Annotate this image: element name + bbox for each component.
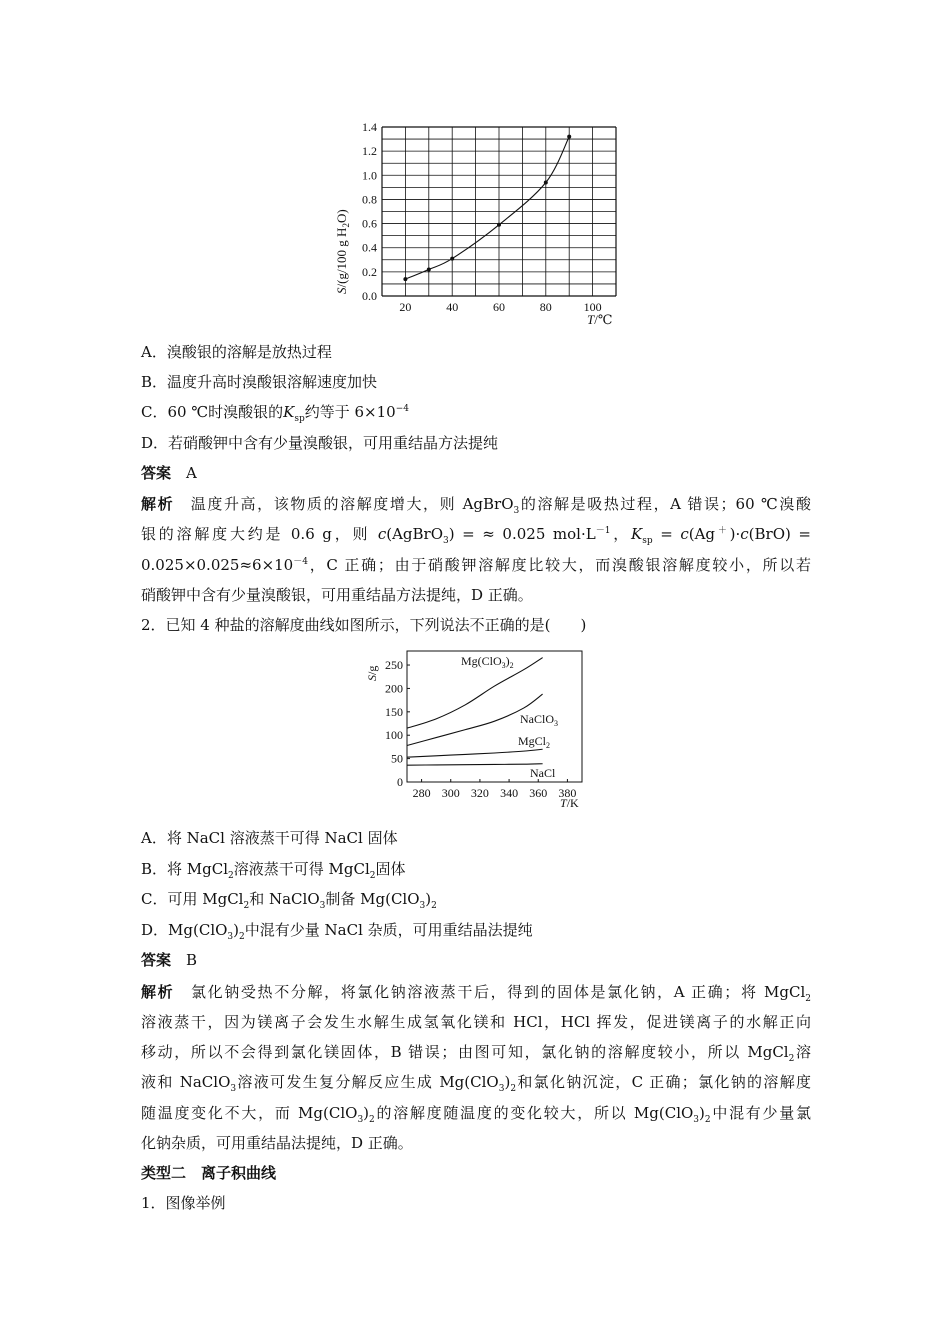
q1-option-c: C．60 ℃时溴酸银的$K_{sp}$约等于 $6\times 10^{-4}$ xyxy=(141,403,409,424)
q2-analysis-line6: 化钠杂质，可用重结晶法提纯，D 正确。 xyxy=(141,1134,413,1152)
q2-analysis-line4: 液和 NaClO$_3$溶液可发生复分解反应生成 $Mg(ClO_3)_2$和氯化钠沉淀，C 正确；氯化钠的溶解度 xyxy=(141,1073,812,1094)
solubility-chart-four-salts xyxy=(360,645,600,815)
chart1-data-point xyxy=(427,267,431,271)
label-mgclo32: $Mg(ClO_3)_2$ xyxy=(461,654,514,670)
chart2-curve-nacl xyxy=(407,764,543,765)
q2-option-a: A．将 NaCl 溶液蒸干可得 NaCl 固体 xyxy=(141,829,398,847)
chart1-ytick: 1.0 xyxy=(362,168,377,183)
q1-answer: 答案 A xyxy=(141,464,197,482)
chart1-ytick: 0.4 xyxy=(362,240,377,255)
chart2-ytick: 250 xyxy=(385,658,403,673)
label-nacl: NaCl xyxy=(530,766,556,780)
q2-option-c: C．可用 MgCl$_2$和 NaClO$_3$制备 $Mg(ClO_3)_2$ xyxy=(141,890,437,911)
q1-option-b: B．温度升高时溴酸银溶解速度加快 xyxy=(141,373,378,391)
chart1-xtick: 100 xyxy=(583,300,602,314)
chart1-xtick: 40 xyxy=(446,300,459,314)
chart1-data-point xyxy=(497,223,501,227)
q2-analysis-line1: 解析 氯化钠受热不分解，将氯化钠溶液蒸干后，得到的固体是氯化钠，A 正确；将 MgCl$_2$ xyxy=(141,983,811,1004)
chart2-ytick: 100 xyxy=(385,728,403,743)
chart1-xtick: 20 xyxy=(399,300,412,314)
q2-stem: 2．已知 4 种盐的溶解度曲线如图所示，下列说法不正确的是( ) xyxy=(141,616,587,634)
chart2-xtick: 280 xyxy=(412,786,431,800)
section-item: 1．图像举例 xyxy=(141,1194,226,1212)
chart1-ytick: 0.0 xyxy=(362,289,377,303)
chart2-xlabel: T/K xyxy=(560,796,579,810)
chart2-ytick: 0 xyxy=(397,775,403,789)
q2-answer: 答案 B xyxy=(141,951,198,969)
chart1-xtick: 60 xyxy=(493,300,505,314)
chart1-ytick: 0.2 xyxy=(362,264,377,279)
chart1-ylabel: S/(g/100 g $H_2O$) xyxy=(334,209,351,294)
chart1-grid xyxy=(382,127,616,296)
chart2-xtick: 340 xyxy=(500,786,519,800)
chart1-data-point xyxy=(544,181,548,185)
q1-analysis-line4: 硝酸钾中含有少量溴酸银，可用重结晶方法提纯，D 正确。 xyxy=(141,586,533,604)
chart1-data-point xyxy=(403,277,407,281)
chart1-ytick: 1.2 xyxy=(362,144,377,159)
chart1-data-point xyxy=(567,135,571,139)
q2-option-b: B．将 MgCl$_2$溶液蒸干可得 MgCl$_2$固体 xyxy=(141,860,406,881)
q1-analysis-line2: 银的溶解度大约是 0.6 g，则 c(AgBrO$_3$) = ≈ 0.025 $mol\cdot L^{-1}$，$K_{sp} = c(Ag^+)\cdot c(BrO)$ = xyxy=(141,525,811,546)
chart2-ytick: 50 xyxy=(391,751,403,766)
chart2-xtick: 300 xyxy=(441,786,460,800)
chart2-ytick: 200 xyxy=(385,681,403,696)
chart1-ticks xyxy=(362,120,602,314)
chart1-curve xyxy=(405,137,569,279)
chart2-xtick: 320 xyxy=(470,786,489,800)
q1-analysis-line3: $0.025\times 0.025\approx 6\times 10^{-4}$，C 正确；由于硝酸钾溶解度比较大，而溴酸银溶解度较小，所以若 xyxy=(141,556,811,574)
solubility-chart-agbro3 xyxy=(325,118,635,333)
q1-analysis-line1: 解析 温度升高，该物质的溶解度增大，则 AgBrO$_3$的溶解是吸热过程，A 错误；60 ℃溴酸 xyxy=(141,495,811,516)
q2-option-d: D．$Mg(ClO_3)_2$中混有少量 NaCl 杂质，可用重结晶法提纯 xyxy=(141,921,533,942)
chart1-ytick: 0.8 xyxy=(362,192,377,207)
q2-analysis-line3: 移动，所以不会得到氯化镁固体，B 错误；由图可知，氯化钠的溶解度较小，所以 MgCl$_2$溶 xyxy=(141,1043,811,1064)
chart2-ylabel: S/g xyxy=(365,665,379,681)
chart1-xtick: 80 xyxy=(539,300,552,314)
label-mgcl2: MgCl$_2$ xyxy=(518,734,551,750)
chart1-ytick: 0.6 xyxy=(362,216,377,231)
q1-option-a: A．溴酸银的溶解是放热过程 xyxy=(141,343,332,361)
chart2-ytick: 150 xyxy=(385,704,403,719)
chart2-xtick: 360 xyxy=(529,786,548,800)
chart2-xtick: 380 xyxy=(558,786,577,800)
label-naclo3: NaClO$_3$ xyxy=(520,712,558,728)
q2-analysis-line2: 溶液蒸干，因为镁离子会发生水解生成氢氧化镁和 HCl，HCl 挥发，促进镁离子的水解正向 xyxy=(141,1013,811,1031)
chart2-frame xyxy=(407,651,582,782)
q1-option-d: D．若硝酸钾中含有少量溴酸银，可用重结晶方法提纯 xyxy=(141,434,499,452)
chart1-data-point xyxy=(450,257,454,261)
chart1-xlabel: T/℃ xyxy=(587,312,613,327)
chart2-curve-mgcl2 xyxy=(407,749,543,757)
q2-analysis-line5: 随温度变化不大，而 $Mg(ClO_3)_2$的溶解度随温度的变化较大，所以 $Mg(ClO_3)_2$中混有少量氯 xyxy=(141,1104,811,1125)
section-title: 类型二 离子积曲线 xyxy=(141,1164,277,1182)
chart1-ytick: 1.4 xyxy=(362,120,377,134)
